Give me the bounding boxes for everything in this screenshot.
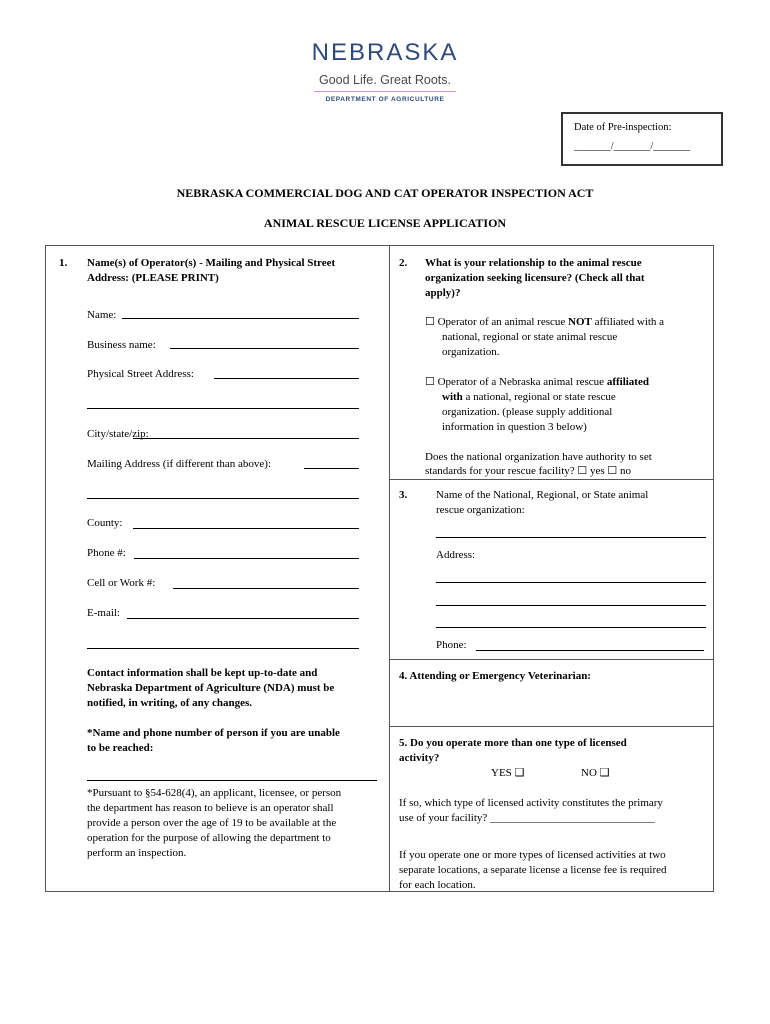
option-not-affiliated-text-2: affiliated with a (594, 316, 665, 328)
section3-address-label: Address: (436, 549, 476, 561)
mailing-address-field[interactable] (304, 468, 359, 469)
multi-license-no-checkbox[interactable]: NO ❑ (581, 767, 610, 779)
primary-use-question-2[interactable]: use of your facility? ______________________________ (399, 812, 656, 824)
business-name-label: Business name: (87, 339, 156, 351)
logo-rule (314, 91, 456, 92)
section2-heading-1: What is your relationship to the animal rescue (425, 257, 642, 269)
rescue-address-field-1[interactable] (436, 582, 706, 583)
unable-note-1: *Name and phone number of person if you are unable (87, 727, 340, 739)
section1-heading-1: Name(s) of Operator(s) - Mailing and Physical Street (87, 257, 336, 269)
separate-location-note-2: separate locations, a separate license a license fee is required (399, 864, 667, 876)
pre-inspection-date-label: Date of Pre-inspection: (574, 122, 672, 133)
form-title: ANIMAL RESCUE LICENSE APPLICATION (263, 216, 507, 230)
logo-department: DEPARTMENT OF AGRICULTURE (325, 96, 445, 103)
physical-address-field-2[interactable] (87, 408, 359, 409)
pursuant-note-3: provide a person over the age of 19 to be available at the (87, 817, 337, 829)
phone-field[interactable] (134, 558, 359, 559)
column-divider (389, 245, 390, 892)
name-label: Name: (87, 309, 117, 321)
cell-work-field[interactable] (173, 588, 359, 589)
city-state-zip-field[interactable] (133, 438, 359, 439)
option-affiliated-line-3: organization. (please supply additional (442, 406, 613, 418)
authority-question-2[interactable]: standards for your rescue facility? ☐ yes ☐ no (425, 465, 632, 477)
option-not-affiliated-text-1: ☐ Operator of an animal rescue (425, 316, 566, 328)
section1-heading-2: Address: (PLEASE PRINT) (87, 272, 219, 284)
option-affiliated[interactable] (425, 375, 649, 390)
option-not-affiliated[interactable] (425, 315, 664, 330)
pre-inspection-date-field[interactable]: _______/_______/_______ (574, 141, 691, 152)
email-field-2[interactable] (87, 648, 359, 649)
physical-address-label: Physical Street Address: (87, 368, 194, 380)
logo-tagline: Good Life. Great Roots. (318, 73, 451, 87)
section3-heading-2: rescue organization: (436, 504, 525, 516)
phone-label: Phone #: (87, 547, 126, 559)
rescue-address-field-3[interactable] (436, 627, 706, 628)
option-affiliated-line-2-text: a national, regional or state rescue (465, 391, 616, 403)
contact-note-2: Nebraska Department of Agriculture (NDA) must be (87, 682, 335, 694)
city-state-zip-label: City/state/zip: (87, 428, 149, 440)
physical-address-field[interactable] (214, 378, 359, 379)
section5-heading-1: 5. Do you operate more than one type of licensed (399, 737, 627, 749)
section3-phone-label: Phone: (436, 639, 467, 651)
section-divider-5 (389, 726, 714, 727)
separate-location-note-3: for each location. (399, 879, 476, 891)
name-field[interactable] (122, 318, 359, 319)
option-affiliated-text-1: ☐ Operator of a Nebraska animal rescue (425, 376, 605, 388)
option-affiliated-line-2 (442, 390, 616, 405)
cell-work-label: Cell or Work #: (87, 577, 156, 589)
option-affiliated-line-4: information in question 3 below) (442, 421, 587, 433)
rescue-address-field-2[interactable] (436, 605, 706, 606)
option-not-affiliated-emphasis: NOT (568, 316, 592, 328)
logo-wordmark: NEBRASKA (311, 39, 459, 66)
pursuant-note-4: operation for the purpose of allowing the department to (87, 832, 331, 844)
business-name-field[interactable] (170, 348, 359, 349)
email-label: E-mail: (87, 607, 120, 619)
mailing-address-field-2[interactable] (87, 498, 359, 499)
section4-heading: 4. Attending or Emergency Veterinarian: (399, 670, 591, 682)
option-not-affiliated-line-2: national, regional or state animal rescue (442, 331, 618, 343)
unable-note-2: to be reached: (87, 742, 154, 754)
section2-heading-2: organization seeking licensure? (Check all that (425, 272, 645, 284)
primary-use-question-1: If so, which type of licensed activity constitutes the primary (399, 797, 663, 809)
pursuant-note-2: the department has reason to believe is an operator shall (87, 802, 334, 814)
nda-logo (300, 40, 470, 112)
county-label: County: (87, 517, 123, 529)
contact-note-3: notified, in writing, of any changes. (87, 697, 253, 709)
rescue-phone-field[interactable] (476, 650, 704, 651)
section2-number: 2. (399, 257, 408, 269)
option-affiliated-with: with (442, 391, 463, 403)
act-title: NEBRASKA COMMERCIAL DOG AND CAT OPERATOR INSPECTION ACT (176, 186, 594, 200)
rescue-organization-name-field[interactable] (436, 537, 706, 538)
section-divider-4 (389, 659, 714, 660)
pursuant-note-1: *Pursuant to §54-628(4), an applicant, licensee, or person (87, 787, 342, 799)
pursuant-note-5: perform an inspection. (87, 847, 187, 859)
authority-question-1: Does the national organization have authority to set (425, 451, 652, 463)
county-field[interactable] (133, 528, 359, 529)
section1-number: 1. (59, 257, 68, 269)
section3-heading-1: Name of the National, Regional, or State animal (436, 489, 649, 501)
pre-inspection-date-box (561, 112, 723, 166)
multi-license-yes-checkbox[interactable]: YES ❑ (491, 767, 525, 779)
section2-heading-3: apply)? (425, 287, 461, 299)
section5-heading-2: activity? (399, 752, 440, 764)
email-field[interactable] (127, 618, 359, 619)
section-divider-3 (389, 479, 714, 480)
section3-number: 3. (399, 489, 408, 501)
contact-note-1: Contact information shall be kept up-to-date and (87, 667, 318, 679)
option-not-affiliated-line-3: organization. (442, 346, 500, 358)
option-affiliated-emphasis: affiliated (606, 376, 649, 388)
separate-location-note-1: If you operate one or more types of licensed activities at two (399, 849, 666, 861)
mailing-address-label: Mailing Address (if different than above): (87, 458, 271, 470)
emergency-contact-field[interactable] (87, 780, 377, 781)
